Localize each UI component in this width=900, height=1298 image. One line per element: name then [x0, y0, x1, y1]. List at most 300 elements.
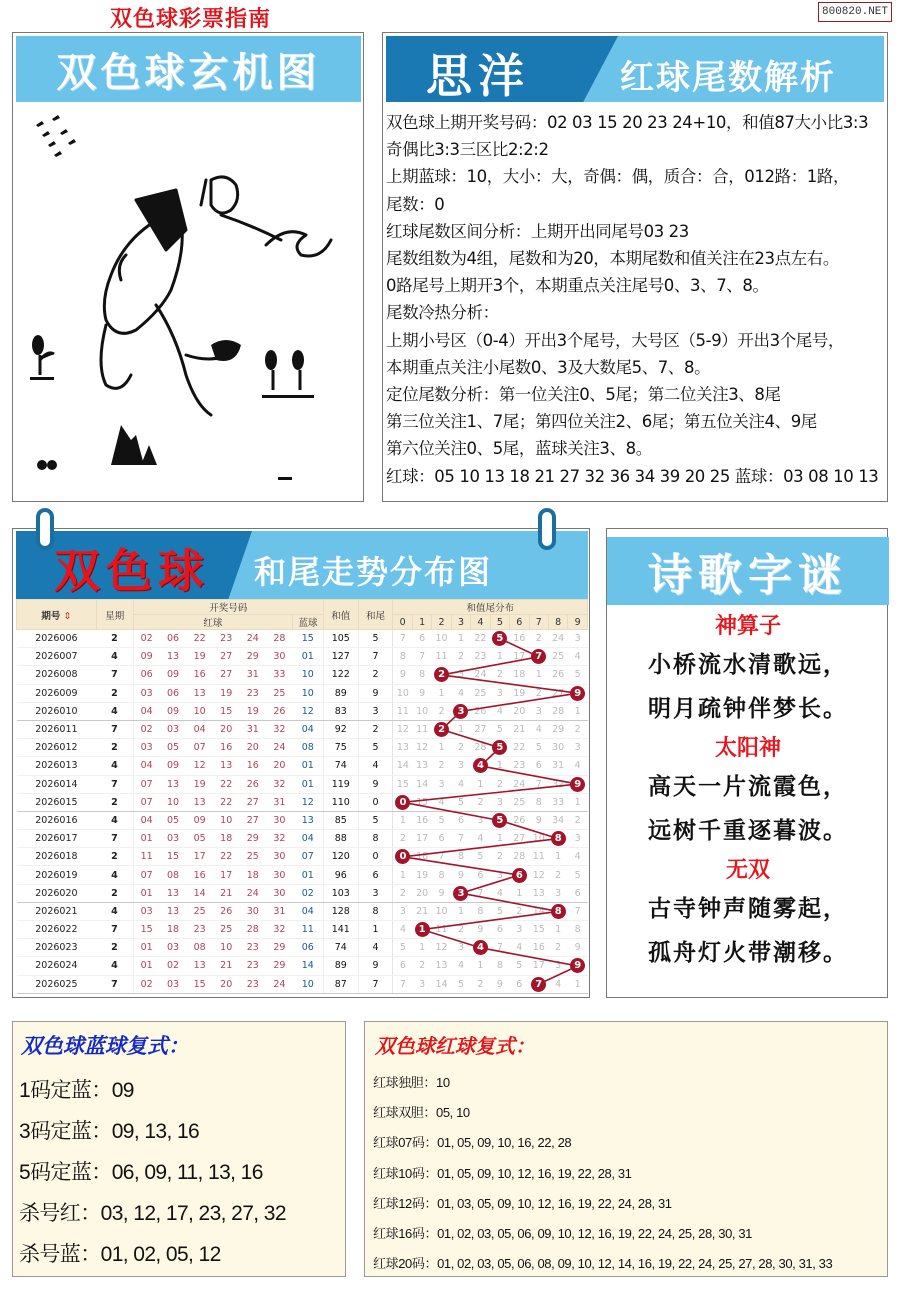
- dist-miss-cell: 2: [568, 720, 588, 738]
- dist-miss-cell: 4: [490, 884, 509, 902]
- weekday: 4: [96, 811, 133, 829]
- dist-miss-cell: 2: [471, 793, 490, 811]
- dist-hit-cell: [432, 720, 451, 738]
- dist-miss-cell: 10: [393, 684, 412, 702]
- analysis-line: 双色球上期开奖号码：02 03 15 20 23 24+10，和值87大小比3:3: [386, 113, 869, 132]
- blue-ball: 07: [293, 848, 324, 866]
- red-ball: 04: [133, 811, 160, 829]
- dist-miss-cell: 7: [490, 939, 509, 957]
- dist-miss-cell: 1: [490, 648, 509, 666]
- red-ball: 03: [160, 939, 187, 957]
- hit-ball: 5: [492, 631, 507, 646]
- red-ball: 16: [213, 739, 240, 757]
- red-ball: 29: [266, 939, 293, 957]
- sum-tail: 9: [358, 957, 393, 975]
- sum-value: 74: [323, 757, 358, 775]
- red-ball: 02: [133, 630, 160, 648]
- dist-miss-cell: 3: [393, 902, 412, 920]
- red-ball: 13: [160, 902, 187, 920]
- dist-miss-cell: 13: [393, 739, 412, 757]
- hit-ball: 9: [570, 958, 585, 973]
- red-ball: 30: [266, 884, 293, 902]
- analysis-line: 尾数组数为4组，尾数和为20，本期尾数和值关注在23点左右。: [386, 249, 839, 269]
- dist-miss-cell: 14: [432, 975, 451, 993]
- dist-miss-cell: 9: [471, 921, 490, 939]
- red-ball: 03: [160, 975, 187, 993]
- issue-number: 2026014: [17, 775, 97, 793]
- dist-miss-cell: 6: [510, 975, 529, 993]
- col-digit: 9: [568, 615, 588, 630]
- dist-miss-cell: 4: [393, 921, 412, 939]
- dist-miss-cell: 3: [471, 811, 490, 829]
- red-ball: 31: [240, 720, 267, 738]
- red-row: 红球双胆：05, 10: [373, 1105, 470, 1121]
- dist-miss-cell: 19: [510, 684, 529, 702]
- sum-tail: 8: [358, 902, 393, 920]
- red-ball: 06: [160, 684, 187, 702]
- red-ball: 03: [133, 684, 160, 702]
- dist-hit-cell: [393, 848, 412, 866]
- binder-ring-icon: [36, 508, 54, 550]
- dist-miss-cell: 21: [412, 902, 431, 920]
- mystery-picture-panel: [12, 32, 364, 502]
- dist-miss-cell: 12: [412, 739, 431, 757]
- red-ball: 24: [266, 975, 293, 993]
- dist-miss-cell: 7: [412, 648, 431, 666]
- red-ball: 27: [240, 811, 267, 829]
- red-ball: 13: [213, 757, 240, 775]
- dist-hit-cell: [529, 975, 548, 993]
- red-ball: 32: [266, 720, 293, 738]
- issue-number: 2026012: [17, 739, 97, 757]
- hit-ball: 7: [531, 649, 546, 664]
- plants-icon: [30, 335, 314, 480]
- sum-value: 120: [323, 848, 358, 866]
- sum-tail: 9: [358, 684, 393, 702]
- poem-line: 远树千重逐暮波。: [648, 817, 848, 844]
- dist-miss-cell: 2: [510, 902, 529, 920]
- red-ball: 15: [213, 702, 240, 720]
- dist-miss-cell: 6: [471, 866, 490, 884]
- dist-miss-cell: 27: [510, 830, 529, 848]
- dist-miss-cell: 6: [529, 757, 548, 775]
- analysis-banner: [386, 36, 884, 102]
- dist-miss-cell: 2: [432, 757, 451, 775]
- hit-ball: 3: [453, 886, 468, 901]
- red-ball: 22: [213, 848, 240, 866]
- table-row: [17, 720, 588, 738]
- dist-miss-cell: 18: [412, 848, 431, 866]
- dist-miss-cell: 13: [412, 757, 431, 775]
- analysis-line: 本期重点关注小尾数0、3及大数尾5、7、8。: [386, 357, 711, 377]
- table-row: [17, 648, 588, 666]
- dist-miss-cell: 7: [393, 975, 412, 993]
- blue-ball: 04: [293, 902, 324, 920]
- hit-ball: 7: [531, 977, 546, 992]
- issue-number: 2026022: [17, 921, 97, 939]
- analysis-line: 第六位关注0、5尾，蓝球关注3、8。: [386, 439, 652, 459]
- red-row: 红球20码：01, 02, 03, 05, 06, 08, 09, 10, 12, 14, 16, 19, 22, 24, 25, 27, 28, 30, 31, 33: [373, 1256, 833, 1272]
- red-ball: 13: [186, 957, 213, 975]
- dist-miss-cell: 23: [471, 648, 490, 666]
- red-row: 红球10码：01, 05, 09, 10, 12, 16, 19, 22, 28, 31: [373, 1165, 632, 1181]
- dist-miss-cell: 7: [393, 630, 412, 648]
- dist-miss-cell: 21: [510, 720, 529, 738]
- dist-miss-cell: 25: [548, 648, 567, 666]
- col-digit: 8: [548, 615, 567, 630]
- dist-miss-cell: 1: [568, 702, 588, 720]
- blue-compound-panel: [12, 1021, 346, 1277]
- dist-miss-cell: 9: [568, 939, 588, 957]
- dist-miss-cell: 2: [548, 866, 567, 884]
- dist-miss-cell: 4: [568, 648, 588, 666]
- blue-row: 5码定蓝：06, 09, 11, 13, 16: [19, 1161, 263, 1184]
- birds-icon: [36, 115, 76, 157]
- dist-miss-cell: 1: [432, 684, 451, 702]
- red-row: 红球16码：01, 02, 03, 05, 06, 09, 10, 12, 16, 19, 22, 24, 25, 28, 30, 31: [373, 1226, 752, 1242]
- dist-miss-cell: 3: [451, 666, 470, 684]
- dist-miss-cell: 9: [451, 866, 470, 884]
- dist-miss-cell: 20: [510, 702, 529, 720]
- red-ball: 31: [266, 793, 293, 811]
- red-ball: 20: [240, 739, 267, 757]
- red-ball: 15: [160, 848, 187, 866]
- blue-ball: 06: [293, 939, 324, 957]
- red-ball: 03: [133, 739, 160, 757]
- red-ball: 30: [266, 811, 293, 829]
- hit-ball: 8: [551, 904, 566, 919]
- red-ball: 21: [213, 884, 240, 902]
- dist-hit-cell: [568, 684, 588, 702]
- dist-miss-cell: 9: [393, 666, 412, 684]
- sum-value: 92: [323, 720, 358, 738]
- weekday: 7: [96, 975, 133, 993]
- dist-miss-cell: 16: [510, 630, 529, 648]
- red-ball: 04: [133, 757, 160, 775]
- red-ball: 09: [160, 702, 187, 720]
- col-red: 红球: [133, 615, 293, 630]
- red-ball: 04: [133, 702, 160, 720]
- red-ball: 11: [133, 848, 160, 866]
- sum-value: 105: [323, 630, 358, 648]
- dist-miss-cell: 1: [412, 939, 431, 957]
- red-ball: 13: [186, 793, 213, 811]
- dist-hit-cell: [432, 666, 451, 684]
- red-ball: 23: [240, 975, 267, 993]
- red-ball: 23: [213, 630, 240, 648]
- red-ball: 26: [266, 702, 293, 720]
- dist-miss-cell: 1: [490, 830, 509, 848]
- issue-number: 2026017: [17, 830, 97, 848]
- red-ball: 13: [160, 648, 187, 666]
- dist-miss-cell: 4: [490, 702, 509, 720]
- dist-miss-cell: 4: [432, 793, 451, 811]
- dist-miss-cell: 26: [548, 666, 567, 684]
- sum-value: 96: [323, 866, 358, 884]
- dist-hit-cell: [568, 775, 588, 793]
- red-ball: 25: [240, 848, 267, 866]
- dist-miss-cell: 26: [471, 702, 490, 720]
- dist-miss-cell: 1: [548, 921, 567, 939]
- red-ball: 20: [266, 757, 293, 775]
- hit-ball: 1: [415, 922, 430, 937]
- red-ball: 30: [266, 866, 293, 884]
- dist-miss-cell: 3: [568, 830, 588, 848]
- weekday: 2: [96, 939, 133, 957]
- dist-miss-cell: 5: [451, 975, 470, 993]
- analysis-line: 0路尾号上期开3个，本期重点关注尾号0、3、7、8。: [386, 276, 769, 296]
- blue-ball: 02: [293, 884, 324, 902]
- dist-miss-cell: 8: [393, 648, 412, 666]
- dist-hit-cell: [568, 957, 588, 975]
- red-ball: 30: [266, 848, 293, 866]
- red-ball: 03: [160, 830, 187, 848]
- blue-ball: 14: [293, 957, 324, 975]
- dist-miss-cell: 30: [548, 739, 567, 757]
- dist-miss-cell: 6: [412, 630, 431, 648]
- red-ball: 12: [186, 757, 213, 775]
- red-ball: 18: [160, 921, 187, 939]
- dist-miss-cell: 5: [451, 793, 470, 811]
- red-ball: 06: [133, 666, 160, 684]
- sum-value: 87: [323, 975, 358, 993]
- dist-miss-cell: 10: [412, 702, 431, 720]
- trend-banner: [16, 531, 588, 599]
- dist-hit-cell: [548, 830, 567, 848]
- dist-miss-cell: 8: [471, 902, 490, 920]
- dist-hit-cell: [548, 902, 567, 920]
- dist-miss-cell: 1: [568, 793, 588, 811]
- dist-miss-cell: 28: [471, 739, 490, 757]
- red-ball: 03: [133, 902, 160, 920]
- dist-miss-cell: 4: [529, 720, 548, 738]
- sum-tail: 2: [358, 666, 393, 684]
- dist-miss-cell: 16: [412, 811, 431, 829]
- dist-miss-cell: 4: [451, 957, 470, 975]
- red-ball: 22: [186, 630, 213, 648]
- red-ball: 24: [266, 739, 293, 757]
- red-ball: 09: [160, 666, 187, 684]
- dist-miss-cell: 15: [412, 793, 431, 811]
- col-digit: 0: [393, 615, 412, 630]
- mystery-illustration: [16, 105, 360, 499]
- dist-miss-cell: 18: [510, 666, 529, 684]
- issue-number: 2026009: [17, 684, 97, 702]
- dist-miss-cell: 26: [510, 811, 529, 829]
- blue-row: 1码定蓝：09: [19, 1079, 134, 1102]
- sum-tail: 6: [358, 866, 393, 884]
- table-row: [17, 957, 588, 975]
- sum-value: 110: [323, 793, 358, 811]
- weekday: 4: [96, 902, 133, 920]
- dist-miss-cell: 7: [568, 902, 588, 920]
- dist-miss-cell: 15: [393, 775, 412, 793]
- red-ball: 08: [186, 939, 213, 957]
- site-badge[interactable]: 800820.NET: [818, 2, 892, 22]
- poem-line: 高天一片流霞色，: [648, 773, 848, 800]
- poem-line: 小桥流水清歌远，: [648, 651, 848, 678]
- dist-miss-cell: 4: [568, 848, 588, 866]
- table-row: [17, 811, 588, 829]
- page-title: 双色球彩票指南: [110, 6, 272, 32]
- red-ball: 17: [186, 848, 213, 866]
- dist-miss-cell: 6: [490, 921, 509, 939]
- red-ball: 17: [213, 866, 240, 884]
- dist-miss-cell: 3: [548, 884, 567, 902]
- dist-miss-cell: 7: [432, 848, 451, 866]
- red-ball: 07: [133, 775, 160, 793]
- red-ball: 20: [213, 720, 240, 738]
- dist-miss-cell: 7: [471, 884, 490, 902]
- sum-tail: 3: [358, 702, 393, 720]
- dist-miss-cell: 2: [451, 648, 470, 666]
- dist-hit-cell: [529, 648, 548, 666]
- col-digit: 7: [529, 615, 548, 630]
- table-row: [17, 702, 588, 720]
- red-ball: 21: [213, 957, 240, 975]
- red-ball: 25: [213, 921, 240, 939]
- red-ball: 20: [213, 975, 240, 993]
- dist-miss-cell: 1: [510, 884, 529, 902]
- weekday: 2: [96, 739, 133, 757]
- red-ball: 28: [266, 630, 293, 648]
- hit-ball: 5: [492, 740, 507, 755]
- sum-value: 74: [323, 939, 358, 957]
- dist-miss-cell: 11: [529, 848, 548, 866]
- analysis-line: 第三位关注1、7尾；第四位关注2、6尾；第五位关注4、9尾: [386, 412, 817, 432]
- dist-miss-cell: 4: [451, 684, 470, 702]
- red-ball: 25: [266, 684, 293, 702]
- dist-miss-cell: 5: [510, 957, 529, 975]
- blue-ball: 08: [293, 739, 324, 757]
- red-ball: 03: [160, 720, 187, 738]
- dist-miss-cell: 2: [393, 830, 412, 848]
- hit-ball: 0: [395, 795, 410, 810]
- dist-miss-cell: 20: [412, 884, 431, 902]
- dist-miss-cell: 2: [412, 957, 431, 975]
- red-ball: 23: [186, 921, 213, 939]
- blue-ball: 01: [293, 775, 324, 793]
- col-tail: 和尾: [358, 600, 393, 630]
- dist-hit-cell: [490, 811, 509, 829]
- dist-miss-cell: 1: [451, 720, 470, 738]
- red-ball: 07: [133, 793, 160, 811]
- weekday: 4: [96, 957, 133, 975]
- dist-miss-cell: 11: [412, 720, 431, 738]
- red-ball: 15: [133, 921, 160, 939]
- dist-miss-cell: 1: [432, 739, 451, 757]
- col-issue[interactable]: 期号 ⇕: [17, 600, 97, 630]
- weekday: 2: [96, 793, 133, 811]
- red-ball: 14: [186, 884, 213, 902]
- blue-ball: 04: [293, 720, 324, 738]
- hit-ball: 9: [570, 686, 585, 701]
- analysis-text: [386, 109, 886, 490]
- red-row: 红球07码：01, 05, 09, 10, 16, 22, 28: [373, 1135, 572, 1151]
- col-blue: 蓝球: [293, 615, 324, 630]
- dist-miss-cell: 1: [451, 902, 470, 920]
- red-ball: 13: [160, 775, 187, 793]
- issue-number: 2026024: [17, 957, 97, 975]
- sum-tail: 0: [358, 793, 393, 811]
- hit-ball: 5: [492, 813, 507, 828]
- sum-tail: 7: [358, 648, 393, 666]
- weekday: 7: [96, 720, 133, 738]
- red-ball: 16: [240, 757, 267, 775]
- dist-miss-cell: 24: [471, 666, 490, 684]
- sum-value: 119: [323, 775, 358, 793]
- sum-value: 122: [323, 666, 358, 684]
- dist-miss-cell: 5: [393, 939, 412, 957]
- poem-riddle-panel: [606, 528, 888, 998]
- dist-miss-cell: 10: [529, 830, 548, 848]
- weekday: 4: [96, 866, 133, 884]
- weekday: 7: [96, 830, 133, 848]
- sum-value: 127: [323, 648, 358, 666]
- sum-value: 88: [323, 830, 358, 848]
- dist-hit-cell: [451, 884, 470, 902]
- col-digit: 2: [432, 615, 451, 630]
- table-row: [17, 921, 588, 939]
- table-row: [17, 630, 588, 648]
- sum-tail: 2: [358, 720, 393, 738]
- dist-miss-cell: 2: [548, 939, 567, 957]
- dist-miss-cell: 5: [432, 811, 451, 829]
- table-row: [17, 975, 588, 993]
- horseman-illustration-icon: [16, 105, 360, 499]
- dist-miss-cell: 2: [451, 739, 470, 757]
- blue-ball: 11: [293, 921, 324, 939]
- issue-number: 2026013: [17, 757, 97, 775]
- dist-miss-cell: 17: [529, 957, 548, 975]
- dist-miss-cell: 29: [548, 720, 567, 738]
- dist-miss-cell: 22: [510, 739, 529, 757]
- blue-row: 杀号红：03, 12, 17, 23, 27, 32: [19, 1202, 286, 1225]
- issue-number: 2026010: [17, 702, 97, 720]
- sum-tail: 5: [358, 739, 393, 757]
- sum-tail-trend-panel: [12, 528, 590, 998]
- hit-ball: 3: [453, 704, 468, 719]
- analysis-line: 定位尾数分析：第一位关注0、5尾；第二位关注3、8尾: [386, 385, 781, 405]
- red-row: 红球12码：01, 03, 05, 09, 10, 12, 16, 19, 22, 24, 28, 31: [373, 1195, 672, 1211]
- red-ball: 27: [240, 793, 267, 811]
- red-ball: 05: [160, 739, 187, 757]
- analysis-line: 上期蓝球：10，大小：大，奇偶：偶，质合：合，012路：1路，: [386, 167, 850, 187]
- dist-miss-cell: 23: [510, 757, 529, 775]
- dist-miss-cell: 1: [393, 866, 412, 884]
- dist-miss-cell: 3: [510, 921, 529, 939]
- sort-icon[interactable]: ⇕: [63, 610, 72, 622]
- weekday: 7: [96, 921, 133, 939]
- hit-ball: 6: [512, 868, 527, 883]
- trend-banner-lottery: 双色球: [54, 544, 210, 598]
- table-row: [17, 939, 588, 957]
- red-ball: 09: [133, 648, 160, 666]
- sum-value: 89: [323, 684, 358, 702]
- dist-miss-cell: 8: [451, 848, 470, 866]
- red-ball: 18: [240, 866, 267, 884]
- dist-miss-cell: 2: [529, 684, 548, 702]
- sum-value: 128: [323, 902, 358, 920]
- issue-number: 2026006: [17, 630, 97, 648]
- red-ball: 26: [240, 775, 267, 793]
- issue-number: 2026019: [17, 866, 97, 884]
- analysis-line: 奇偶比3:3三区比2:2:2: [386, 140, 549, 160]
- dist-miss-cell: 1: [490, 757, 509, 775]
- red-ball: 13: [186, 684, 213, 702]
- dist-miss-cell: 14: [393, 757, 412, 775]
- weekday: 2: [96, 684, 133, 702]
